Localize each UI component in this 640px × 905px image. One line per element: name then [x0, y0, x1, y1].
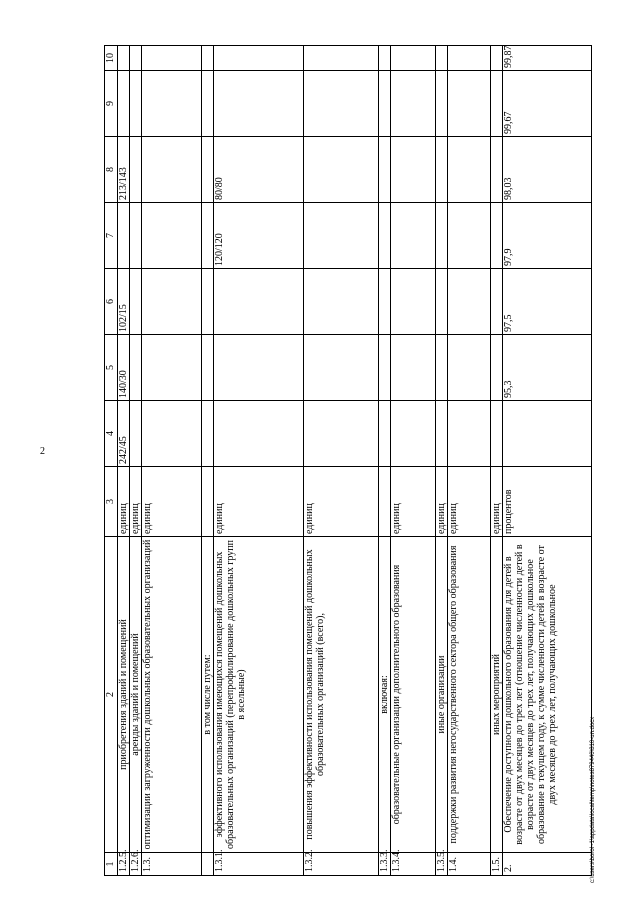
- table-cell: 95,3: [503, 335, 592, 401]
- table-row: [130, 46, 142, 876]
- table-cell: 99,87: [503, 46, 592, 71]
- table-row: [379, 46, 391, 876]
- header-row: [105, 46, 118, 876]
- table-cell: [142, 71, 202, 137]
- table-cell: [491, 401, 503, 467]
- table-cell: [142, 137, 202, 203]
- table-cell: 1.2.6.: [130, 853, 142, 876]
- table-cell: Обеспечение доступности дошкольного образования для детей в возрасте от двух месяцев до трех лет (отношение численности детей в возрасте от двух месяцев до трех лет, получающих дошкольное образование в текущем году, к сумме численности детей в возрасте от двух месяцев до трех лет, получающих дошкольное: [503, 537, 592, 853]
- table-cell: [391, 203, 436, 269]
- header-cell: 1: [105, 853, 118, 876]
- table-cell: 1.3.3.: [379, 853, 391, 876]
- table-cell: процентов: [503, 467, 592, 537]
- table-cell: [202, 467, 214, 537]
- table-cell: единиц: [491, 467, 503, 537]
- table-cell: 1.3.1.: [214, 853, 304, 876]
- table-cell: [391, 401, 436, 467]
- table-cell: [448, 203, 491, 269]
- file-path-footer: c:\users\borol~1\appdata\local\temp\notes879440\810-un.docx: [590, 716, 596, 883]
- table-cell: включая:: [379, 537, 391, 853]
- table-cell: [379, 335, 391, 401]
- table-cell: [214, 335, 304, 401]
- header-cell: 6: [105, 269, 118, 335]
- header-cell: 2: [105, 537, 118, 853]
- table-cell: [202, 137, 214, 203]
- table-cell: образовательные организации дополнительного образования: [391, 537, 436, 853]
- table-cell: 97,9: [503, 203, 592, 269]
- rotated-table-container: [104, 46, 618, 876]
- table-cell: [379, 137, 391, 203]
- table-cell: [448, 71, 491, 137]
- table-cell: единиц: [130, 467, 142, 537]
- table-cell: [491, 269, 503, 335]
- table-cell: в том числе путем:: [202, 537, 214, 853]
- table-row: [448, 46, 491, 876]
- table-cell: [202, 401, 214, 467]
- table-cell: [304, 203, 379, 269]
- table-cell: единиц: [304, 467, 379, 537]
- table-cell: [379, 269, 391, 335]
- table-cell: [391, 137, 436, 203]
- table-cell: 1.5.: [491, 853, 503, 876]
- table-cell: [436, 203, 448, 269]
- table-cell: [379, 71, 391, 137]
- table-cell: [214, 401, 304, 467]
- table-cell: [304, 46, 379, 71]
- table-cell: [391, 71, 436, 137]
- table-cell: единиц: [391, 467, 436, 537]
- header-cell: 8: [105, 137, 118, 203]
- header-cell: 9: [105, 71, 118, 137]
- page-number: 2: [40, 446, 45, 457]
- table-cell: 2.: [503, 853, 592, 876]
- table-cell: [118, 203, 130, 269]
- table-cell: единиц: [436, 467, 448, 537]
- table-cell: [436, 401, 448, 467]
- table-cell: [436, 137, 448, 203]
- table-cell: [118, 46, 130, 71]
- table-cell: [436, 46, 448, 71]
- table-cell: 80/80: [214, 137, 304, 203]
- table-cell: единиц: [118, 467, 130, 537]
- table-cell: [130, 46, 142, 71]
- table-cell: [436, 71, 448, 137]
- table-cell: [304, 269, 379, 335]
- table-cell: [142, 335, 202, 401]
- table-cell: 1.4.: [448, 853, 491, 876]
- table-cell: эффективного использования имеющихся помещений дошкольных образовательных организаций (перепрофилирование дошкольных групп в ясельные): [214, 537, 304, 853]
- table-cell: [379, 467, 391, 537]
- table-cell: [214, 269, 304, 335]
- table-cell: [142, 203, 202, 269]
- table-cell: [448, 401, 491, 467]
- table-cell: [202, 853, 214, 876]
- table-cell: [214, 71, 304, 137]
- table-cell: 140/30: [118, 335, 130, 401]
- table-cell: [142, 401, 202, 467]
- table-cell: [491, 46, 503, 71]
- table-cell: [118, 71, 130, 137]
- table-cell: оптимизации загруженности дошкольных образовательных организаций: [142, 537, 202, 853]
- table-cell: [436, 335, 448, 401]
- header-cell: 7: [105, 203, 118, 269]
- table-cell: 1.3.4.: [391, 853, 436, 876]
- table-row: [214, 46, 304, 876]
- table-cell: [448, 335, 491, 401]
- table-row: [142, 46, 202, 876]
- table-cell: [304, 401, 379, 467]
- table-cell: [391, 269, 436, 335]
- header-cell: 4: [105, 401, 118, 467]
- table-cell: иные организации: [436, 537, 448, 853]
- table-cell: [202, 203, 214, 269]
- table-cell: [379, 203, 391, 269]
- table-cell: 102/15: [118, 269, 130, 335]
- table-cell: [304, 71, 379, 137]
- table-cell: [214, 46, 304, 71]
- table-cell: 99,67: [503, 71, 592, 137]
- header-cell: 3: [105, 467, 118, 537]
- table-cell: [130, 401, 142, 467]
- table-cell: 1.2.5.: [118, 853, 130, 876]
- table-row: [436, 46, 448, 876]
- table-cell: [391, 335, 436, 401]
- header-cell: 5: [105, 335, 118, 401]
- table-cell: 120/120: [214, 203, 304, 269]
- table-row: [503, 46, 592, 876]
- table-cell: [142, 46, 202, 71]
- table-row: [491, 46, 503, 876]
- table-row: [304, 46, 379, 876]
- table-cell: 1.3.2.: [304, 853, 379, 876]
- table-cell: [448, 46, 491, 71]
- table-cell: повышения эффективности использования помещений дошкольных образовательных организаций (всего),: [304, 537, 379, 853]
- table-cell: 1.3.: [142, 853, 202, 876]
- table-cell: [391, 46, 436, 71]
- table-cell: [130, 71, 142, 137]
- table-cell: 213/143: [118, 137, 130, 203]
- table-cell: приобретения зданий и помещений: [118, 537, 130, 853]
- table-cell: 1.3.5.: [436, 853, 448, 876]
- table-cell: 98,03: [503, 137, 592, 203]
- table-cell: [379, 46, 391, 71]
- table-cell: [379, 401, 391, 467]
- table-row: [202, 46, 214, 876]
- table-cell: [491, 335, 503, 401]
- table-cell: [448, 137, 491, 203]
- table-cell: [304, 335, 379, 401]
- table-cell: иных мероприятий: [491, 537, 503, 853]
- table-cell: единиц: [214, 467, 304, 537]
- header-cell: 10: [105, 46, 118, 71]
- indicators-table: [104, 45, 592, 876]
- table-cell: [436, 269, 448, 335]
- table-cell: 97,5: [503, 269, 592, 335]
- table-cell: [491, 71, 503, 137]
- table-cell: поддержки развития негосударственного сектора общего образования: [448, 537, 491, 853]
- table-cell: [202, 71, 214, 137]
- table-cell: единиц: [142, 467, 202, 537]
- table-cell: [130, 269, 142, 335]
- table-cell: [202, 335, 214, 401]
- table-cell: [202, 46, 214, 71]
- table-cell: единиц: [448, 467, 491, 537]
- table-cell: [491, 137, 503, 203]
- table-cell: [448, 269, 491, 335]
- table-cell: [130, 137, 142, 203]
- table-row: [118, 46, 130, 876]
- table-cell: [142, 269, 202, 335]
- table-cell: [130, 203, 142, 269]
- table-cell: [202, 269, 214, 335]
- table-cell: [304, 137, 379, 203]
- table-row: [391, 46, 436, 876]
- table-cell: 242/45: [118, 401, 130, 467]
- table-cell: аренды зданий и помещений: [130, 537, 142, 853]
- table-cell: [491, 203, 503, 269]
- table-cell: [130, 335, 142, 401]
- table-cell: [503, 401, 592, 467]
